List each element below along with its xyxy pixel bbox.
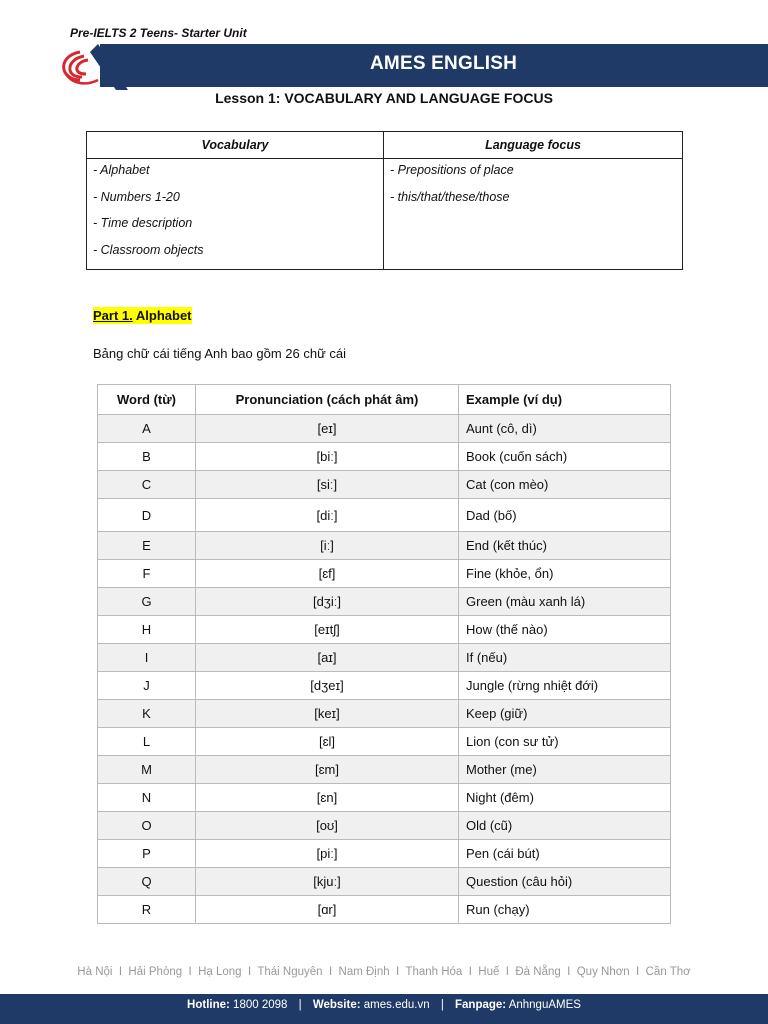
letter-cell: B xyxy=(98,443,196,471)
letter-cell: P xyxy=(98,840,196,868)
table-row xyxy=(98,896,671,924)
letter-cell: J xyxy=(98,672,196,700)
office-cities: Hà Nội I Hải Phòng I Hạ Long I Thái Nguyên I Nam Định I Thanh Hóa I Huế I Đà Nẵng I Quy Nhơn I Cần Thơ xyxy=(77,966,691,978)
table-row xyxy=(98,443,671,471)
pronunciation-column-header: Pronunciation (cách phát âm) xyxy=(196,385,459,415)
pronunciation-cell: [dʒiː] xyxy=(196,588,459,616)
letter-cell: Q xyxy=(98,868,196,896)
pronunciation-cell: [diː] xyxy=(196,499,459,532)
website-label: Website: xyxy=(312,999,361,1011)
table-row xyxy=(98,756,671,784)
website-link[interactable]: ames.edu.vn xyxy=(363,999,430,1011)
letter-cell: N xyxy=(98,784,196,812)
fanpage-label: Fanpage: xyxy=(455,999,507,1011)
letter-cell: D xyxy=(98,499,196,532)
pronunciation-cell: [ɛm] xyxy=(196,756,459,784)
table-row xyxy=(98,672,671,700)
part-number: Part 1. xyxy=(93,308,133,323)
example-cell: Cat (con mèo) xyxy=(459,471,671,499)
example-cell: Lion (con sư tử) xyxy=(459,728,671,756)
pronunciation-cell: [ɑr] xyxy=(196,896,459,924)
footer-bar xyxy=(0,994,768,1024)
letter-cell: A xyxy=(98,415,196,443)
pronunciation-cell: [siː] xyxy=(196,471,459,499)
table-row xyxy=(98,499,671,532)
pronunciation-cell: [kjuː] xyxy=(196,868,459,896)
example-cell: Green (màu xanh lá) xyxy=(459,588,671,616)
table-row xyxy=(98,700,671,728)
pronunciation-cell: [piː] xyxy=(196,840,459,868)
pronunciation-cell: [dʒeɪ] xyxy=(196,672,459,700)
fanpage-link[interactable]: AnhnguAMES xyxy=(508,999,581,1011)
course-label: Pre-IELTS 2 Teens- Starter Unit xyxy=(70,26,247,40)
pronunciation-cell: [keɪ] xyxy=(196,700,459,728)
table-row xyxy=(98,812,671,840)
footer-separator: | xyxy=(440,999,444,1011)
example-cell: Dad (bố) xyxy=(459,499,671,532)
table-row xyxy=(98,532,671,560)
table-row xyxy=(98,560,671,588)
example-cell: Book (cuốn sách) xyxy=(459,443,671,471)
table-row xyxy=(98,616,671,644)
hotline-number: 1800 2098 xyxy=(233,999,288,1011)
vocabulary-item: - Numbers 1-20 xyxy=(93,189,180,204)
table-row xyxy=(98,784,671,812)
table-row xyxy=(98,728,671,756)
example-column-header: Example (ví dụ) xyxy=(459,385,671,415)
example-cell: Night (đêm) xyxy=(459,784,671,812)
example-cell: Keep (giữ) xyxy=(459,700,671,728)
language-focus-cell xyxy=(384,159,683,270)
language-focus-item: - this/that/these/those xyxy=(390,189,510,204)
vocabulary-cell xyxy=(87,159,384,270)
table-row xyxy=(98,644,671,672)
alphabet-table-body xyxy=(98,415,671,924)
example-cell: End (kết thúc) xyxy=(459,532,671,560)
example-cell: If (nếu) xyxy=(459,644,671,672)
hotline-label: Hotline: xyxy=(187,999,230,1011)
table-row xyxy=(98,471,671,499)
vocabulary-item: - Time description xyxy=(93,216,193,230)
letter-cell: O xyxy=(98,812,196,840)
letter-cell: G xyxy=(98,588,196,616)
pronunciation-cell: [ɛf] xyxy=(196,560,459,588)
vocabulary-item: - Classroom objects xyxy=(93,242,204,257)
example-cell: How (thế nào) xyxy=(459,616,671,644)
letter-cell: M xyxy=(98,756,196,784)
part-title: Alphabet xyxy=(135,308,192,323)
pronunciation-cell: [aɪ] xyxy=(196,644,459,672)
table-row xyxy=(98,588,671,616)
letter-cell: E xyxy=(98,532,196,560)
example-cell: Pen (cái bút) xyxy=(459,840,671,868)
pronunciation-cell: [iː] xyxy=(196,532,459,560)
vocabulary-item: - Alphabet xyxy=(93,163,150,177)
part-heading xyxy=(93,307,192,324)
focus-table xyxy=(86,131,683,270)
table-row xyxy=(98,415,671,443)
word-column-header: Word (từ) xyxy=(98,385,196,415)
letter-cell: F xyxy=(98,560,196,588)
language-focus-header: Language focus xyxy=(384,132,683,159)
pronunciation-cell: [ɛl] xyxy=(196,728,459,756)
letter-cell: K xyxy=(98,700,196,728)
letter-cell: C xyxy=(98,471,196,499)
example-cell: Jungle (rừng nhiệt đới) xyxy=(459,672,671,700)
ames-logo-icon xyxy=(58,44,128,90)
example-cell: Question (câu hỏi) xyxy=(459,868,671,896)
alphabet-table xyxy=(97,384,671,924)
language-focus-item: - Prepositions of place xyxy=(390,163,514,177)
example-cell: Fine (khỏe, ổn) xyxy=(459,560,671,588)
letter-cell: L xyxy=(98,728,196,756)
pronunciation-cell: [biː] xyxy=(196,443,459,471)
table-row xyxy=(98,868,671,896)
table-row xyxy=(98,840,671,868)
lesson-title: Lesson 1: VOCABULARY AND LANGUAGE FOCUS xyxy=(215,90,553,106)
pronunciation-cell: [oʊ] xyxy=(196,812,459,840)
letter-cell: I xyxy=(98,644,196,672)
footer-separator: | xyxy=(298,999,302,1011)
example-cell: Mother (me) xyxy=(459,756,671,784)
letter-cell: R xyxy=(98,896,196,924)
brand-name: AMES ENGLISH xyxy=(370,53,518,74)
letter-cell: H xyxy=(98,616,196,644)
vocabulary-header: Vocabulary xyxy=(87,132,384,159)
intro-text: Bảng chữ cái tiếng Anh bao gồm 26 chữ cái xyxy=(93,346,347,361)
example-cell: Old (cũ) xyxy=(459,812,671,840)
pronunciation-cell: [eɪtʃ] xyxy=(196,616,459,644)
pronunciation-cell: [eɪ] xyxy=(196,415,459,443)
pronunciation-cell: [ɛn] xyxy=(196,784,459,812)
example-cell: Run (chạy) xyxy=(459,896,671,924)
example-cell: Aunt (cô, dì) xyxy=(459,415,671,443)
